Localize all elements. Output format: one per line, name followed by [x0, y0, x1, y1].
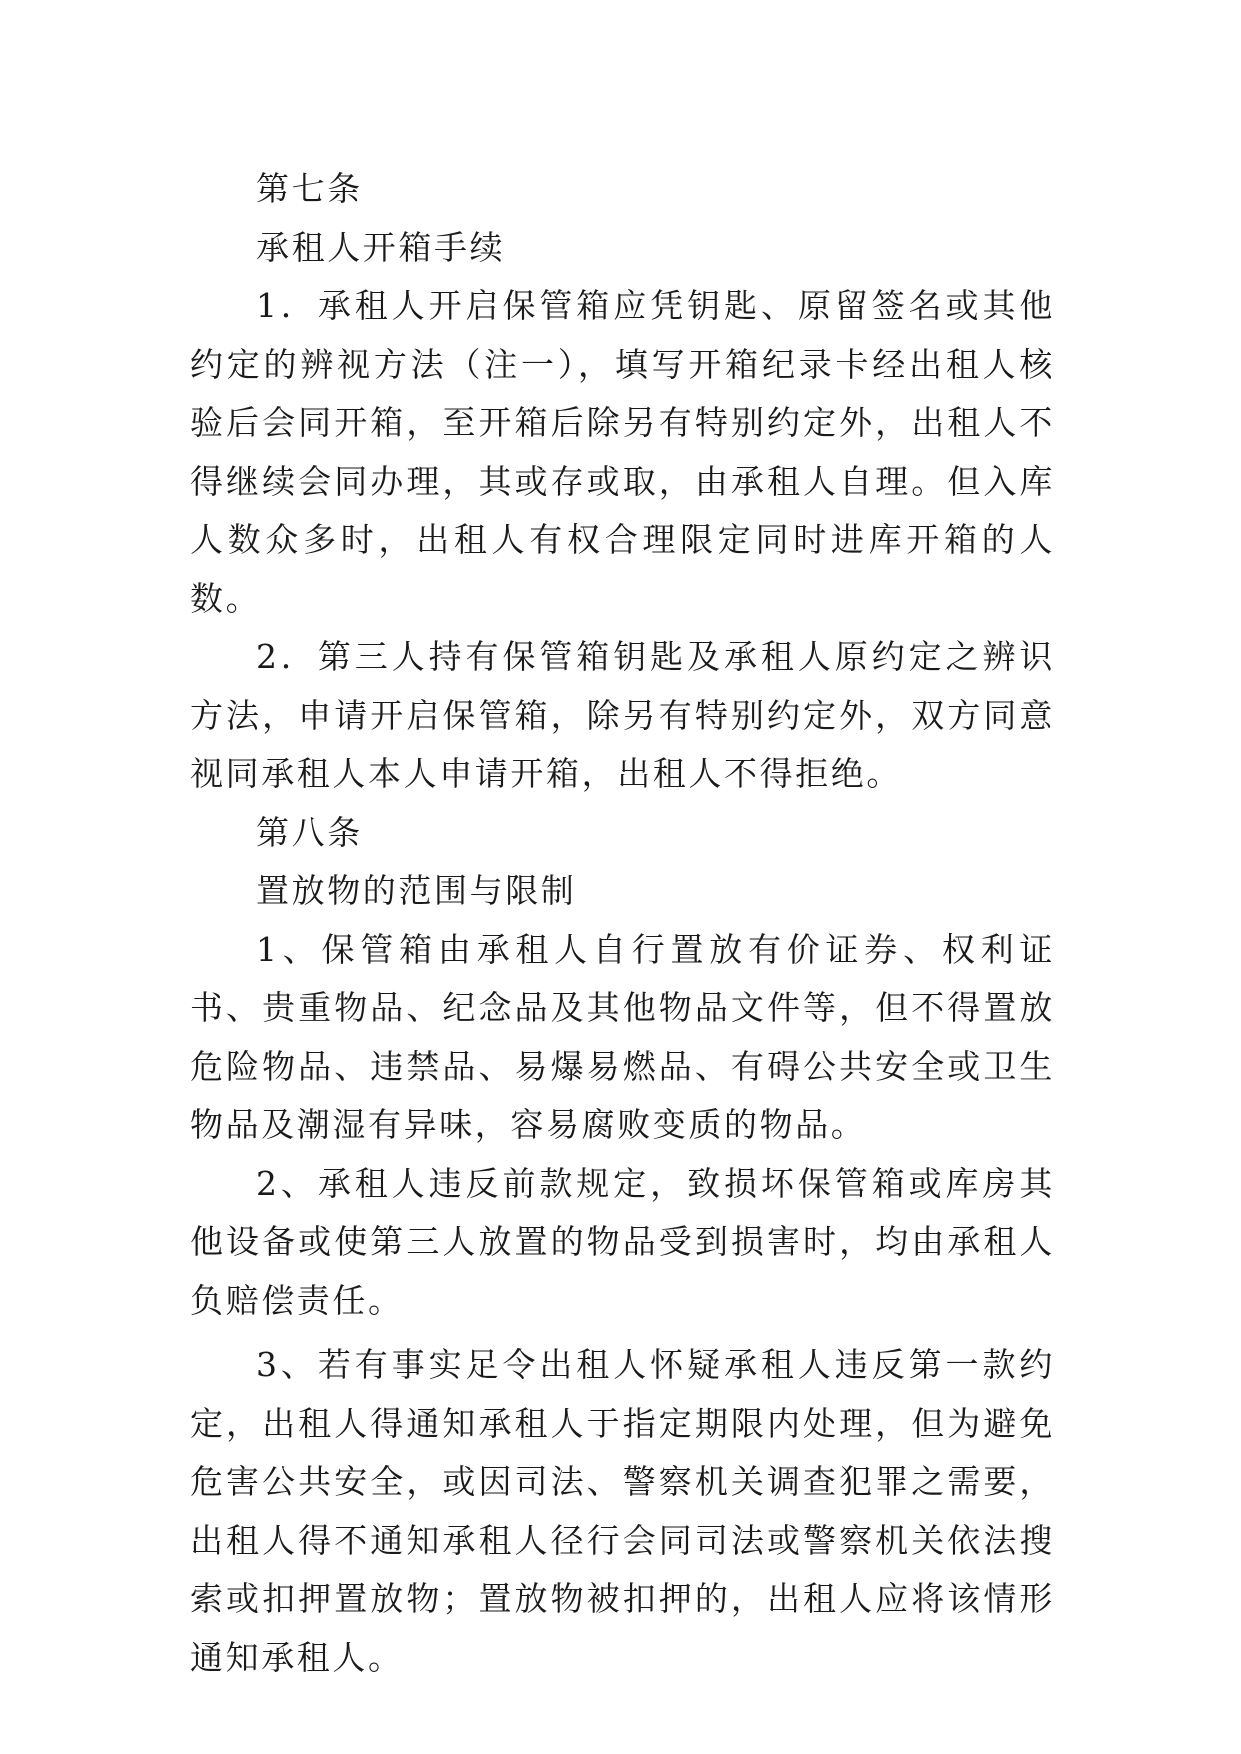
article-7-heading: 第七条: [256, 169, 363, 208]
article-7-clause-2: 2．第三人持有保管箱钥匙及承租人原约定之辨识方法，申请开启保管箱，除另有特别约定外，双方同意视同承租人本人申请开箱，出租人不得拒绝。: [190, 637, 1055, 793]
article-8-heading: 第八条: [256, 812, 363, 852]
article-8-title: 置放物的范围与限制: [256, 871, 577, 910]
article-8-clause-1: 1、保管箱由承租人自行置放有价证券、权利证书、贵重物品、纪念品及其他物品文件等，但不得置放危险物品、违禁品、易爆易燃品、有碍公共安全或卫生物品及潮湿有异味，容易腐败变质的物品。: [190, 929, 1055, 1144]
document-body: [190, 160, 1055, 1687]
article-7-title: 承租人开箱手续: [256, 227, 506, 267]
article-8-clause-2: 2、承租人违反前款规定，致损坏保管箱或库房其他设备或使第三人放置的物品受到损害时，均由承租人负赔偿责任。: [190, 1163, 1055, 1320]
article-8-clause-3: 3、若有事实足令出租人怀疑承租人违反第一款约定，出租人得通知承租人于指定期限内处理，但为避免危害公共安全，或因司法、警察机关调查犯罪之需要，出租人得不通知承租人径行会同司法或警察机关依法搜索或扣押置放物；置放物被扣押的，出租人应将该情形通知承租人。: [190, 1345, 1055, 1677]
article-7-clause-1: 1．承租人开启保管箱应凭钥匙、原留签名或其他约定的辨视方法（注一），填写开箱纪录卡经出租人核验后会同开箱，至开箱后除另有特别约定外，出租人不得继续会同办理，其或存或取，由承租人自理。但入库人数众多时，出租人有权合理限定同时进库开箱的人数。: [190, 286, 1055, 618]
